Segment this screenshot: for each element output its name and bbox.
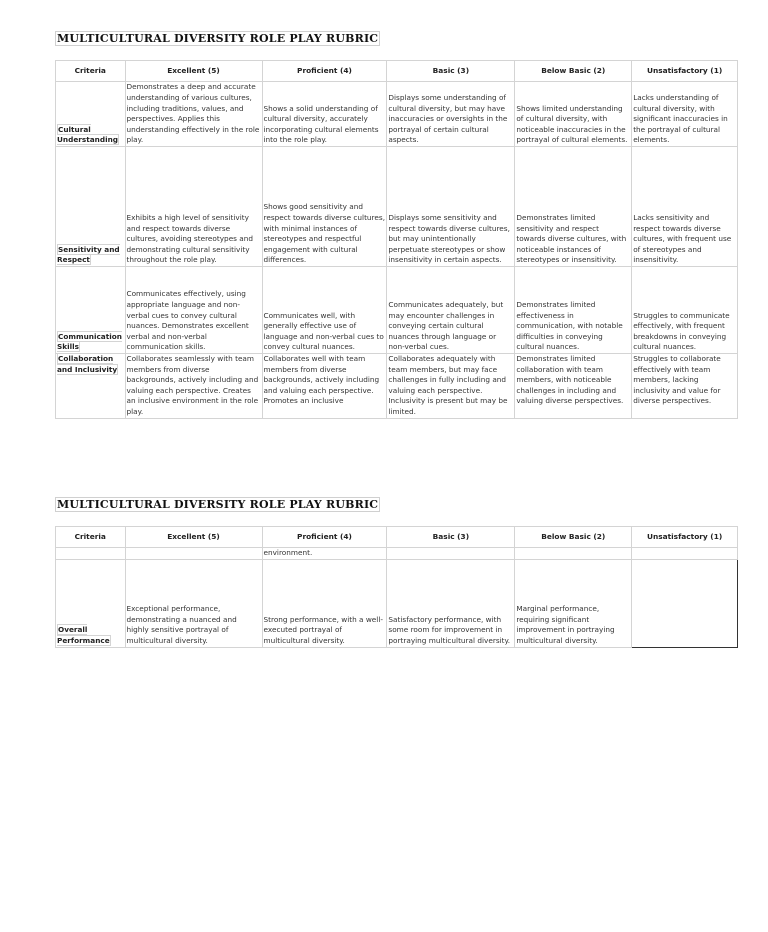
page-title: MULTICULTURAL DIVERSITY ROLE PLAY RUBRIC [57, 32, 379, 45]
rubric-cell: Shows good sensitivity and respect towards diverse cultures, with minimal instances of stereotypes and respectful engagement with cultural differences. [262, 147, 387, 267]
header-proficient: Proficient (4) [262, 527, 387, 548]
header-unsatisfactory: Unsatisfactory (1) [632, 61, 738, 82]
criteria-cell: Sensitivity and Respect [56, 147, 126, 267]
header-criteria: Criteria [56, 527, 126, 548]
header-criteria: Criteria [56, 61, 126, 82]
header-below-basic: Below Basic (2) [515, 61, 632, 82]
rubric-cell: Exceptional performance, demonstrating a nuanced and highly sensitive portrayal of multicultural diversity. [125, 559, 262, 647]
rubric-cell: Collaborates seamlessly with team members from diverse backgrounds, actively including and valuing each perspective. Creates an inclusive environment in the role play. [125, 354, 262, 419]
rubric-cell: Demonstrates a deep and accurate understanding of various cultures, including traditions, values, and perspectives. Applies this understanding effectively in the role play. [125, 82, 262, 147]
rubric-cell: Lacks sensitivity and respect towards diverse cultures, with frequent use of stereotypes and insensitivity. [632, 147, 738, 267]
rubric-table-continued [55, 526, 738, 648]
header-basic: Basic (3) [387, 61, 515, 82]
rubric-cell: Demonstrates limited sensitivity and respect towards diverse cultures, with noticeable instances of stereotypes or insensitivity. [515, 147, 632, 267]
rubric-cell: Displays some understanding of cultural diversity, but may have inaccuracies or oversights in the portrayal of certain cultural aspects. [387, 82, 515, 147]
rubric-cell: Communicates adequately, but may encounter challenges in conveying certain cultural nuances through language or non-verbal cues. [387, 267, 515, 354]
rubric-cell: Exhibits a high level of sensitivity and respect towards diverse cultures, avoiding stereotypes and demonstrating cultural sensitivity throughout the role play. [125, 147, 262, 267]
table-row [56, 559, 738, 647]
rubric-table [55, 60, 738, 419]
rubric-cell: Strong performance, with a well-executed portrayal of multicultural diversity. [262, 559, 387, 647]
rubric-cell: environment. [262, 548, 387, 560]
table-row [56, 82, 738, 147]
page-title: MULTICULTURAL DIVERSITY ROLE PLAY RUBRIC [57, 498, 379, 511]
rubric-cell: Collaborates adequately with team members, but may face challenges in fully including and valuing each perspective. Inclusivity is present but may be limited. [387, 354, 515, 419]
rubric-cell: Struggles to communicate effectively, with frequent breakdowns in conveying cultural nuances. [632, 267, 738, 354]
rubric-cell: Shows a solid understanding of cultural diversity, accurately incorporating cultural elements into the role play. [262, 82, 387, 147]
header-basic: Basic (3) [387, 527, 515, 548]
rubric-cell [632, 548, 738, 560]
rubric-cell: Satisfactory performance, with some room for improvement in portraying multicultural diversity. [387, 559, 515, 647]
criteria-cell: Communication Skills [56, 267, 126, 354]
rubric-cell [56, 548, 126, 560]
rubric-cell-empty [632, 559, 738, 647]
criteria-cell: Collaboration and Inclusivity [56, 354, 126, 419]
header-row [56, 61, 738, 82]
criteria-cell: Overall Performance [56, 559, 126, 647]
rubric-cell: Communicates effectively, using appropriate language and non-verbal cues to convey cultural nuances. Demonstrates excellent verbal and non-verbal communication skills. [125, 267, 262, 354]
rubric-cell: Marginal performance, requiring significant improvement in portraying multicultural diversity. [515, 559, 632, 647]
rubric-cell: Shows limited understanding of cultural diversity, with noticeable inaccuracies in the portrayal of cultural elements. [515, 82, 632, 147]
table-row [56, 548, 738, 560]
rubric-cell [515, 548, 632, 560]
rubric-cell [387, 548, 515, 560]
header-unsatisfactory: Unsatisfactory (1) [632, 527, 738, 548]
rubric-section-1 [55, 27, 738, 419]
rubric-cell: Demonstrates limited collaboration with team members, with noticeable challenges in including and valuing diverse perspectives. [515, 354, 632, 419]
rubric-cell: Communicates well, with generally effective use of language and non-verbal cues to convey cultural nuances. [262, 267, 387, 354]
table-row [56, 354, 738, 419]
table-row [56, 267, 738, 354]
header-excellent: Excellent (5) [125, 527, 262, 548]
criteria-cell: Cultural Understanding [56, 82, 126, 147]
rubric-cell: Collaborates well with team members from diverse backgrounds, actively including and valuing each perspective. Promotes an inclusive [262, 354, 387, 419]
rubric-section-2 [55, 493, 738, 648]
rubric-cell: Lacks understanding of cultural diversity, with significant inaccuracies in the portrayal of cultural elements. [632, 82, 738, 147]
table-row [56, 147, 738, 267]
header-excellent: Excellent (5) [125, 61, 262, 82]
header-below-basic: Below Basic (2) [515, 527, 632, 548]
header-proficient: Proficient (4) [262, 61, 387, 82]
header-row [56, 527, 738, 548]
rubric-cell: Displays some sensitivity and respect towards diverse cultures, but may unintentionally perpetuate stereotypes or show insensitivity in certain aspects. [387, 147, 515, 267]
rubric-cell: Demonstrates limited effectiveness in communication, with notable difficulties in conveying cultural nuances. [515, 267, 632, 354]
rubric-cell [125, 548, 262, 560]
rubric-cell: Struggles to collaborate effectively with team members, lacking inclusivity and value for diverse perspectives. [632, 354, 738, 419]
